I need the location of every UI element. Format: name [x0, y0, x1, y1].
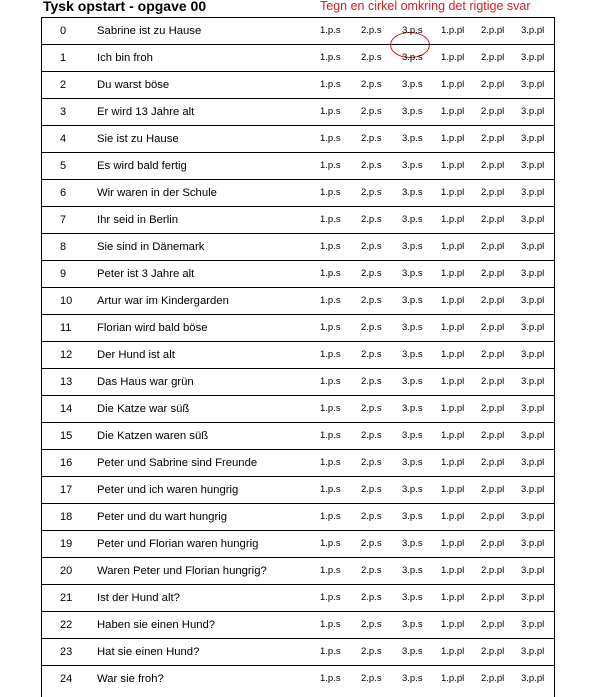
- answer-option[interactable]: 1.p.s: [320, 349, 341, 360]
- answer-option[interactable]: 1.p.s: [320, 619, 341, 630]
- answer-option[interactable]: 3.p.s: [402, 268, 423, 279]
- answer-option[interactable]: 3.p.s: [402, 673, 423, 684]
- row-number: 4: [60, 133, 67, 145]
- answer-option[interactable]: 2.p.s: [361, 673, 382, 684]
- page-title: Tysk opstart - opgave 00: [43, 0, 207, 14]
- row-number: 15: [60, 430, 73, 442]
- table-row: [42, 179, 554, 206]
- row-sentence: Peter und ich waren hungrig: [97, 484, 239, 496]
- answer-option[interactable]: 1.p.pl: [441, 214, 465, 225]
- answer-option[interactable]: 1.p.pl: [441, 592, 465, 603]
- row-sentence: Florian wird bald böse: [97, 322, 208, 334]
- answer-option[interactable]: 3.p.pl: [521, 457, 545, 468]
- table-row: [42, 611, 554, 638]
- answer-option[interactable]: 1.p.pl: [441, 349, 465, 360]
- table-row: [42, 260, 554, 287]
- answer-option[interactable]: 2.p.s: [361, 376, 382, 387]
- table-row: [42, 17, 554, 44]
- answer-option[interactable]: 2.p.pl: [481, 322, 505, 333]
- answer-option[interactable]: 3.p.s: [402, 79, 423, 90]
- answer-option[interactable]: 3.p.pl: [521, 25, 545, 36]
- table-row: [42, 584, 554, 611]
- row-number: 7: [60, 214, 67, 226]
- answer-option[interactable]: 1.p.s: [320, 322, 341, 333]
- answer-option[interactable]: 2.p.pl: [481, 565, 505, 576]
- answer-option[interactable]: 1.p.pl: [441, 133, 465, 144]
- answer-option[interactable]: 3.p.pl: [521, 619, 545, 630]
- answer-option[interactable]: 3.p.pl: [521, 376, 545, 387]
- table-row: [42, 638, 554, 665]
- answer-option[interactable]: 3.p.pl: [521, 403, 545, 414]
- answer-option[interactable]: 3.p.s: [402, 295, 423, 306]
- answer-option[interactable]: 1.p.pl: [441, 484, 465, 495]
- row-number: 23: [60, 646, 73, 658]
- answer-option[interactable]: 3.p.pl: [521, 673, 545, 684]
- answer-option[interactable]: 2.p.pl: [481, 187, 505, 198]
- table-row: [42, 368, 554, 395]
- answer-option[interactable]: 3.p.pl: [521, 187, 545, 198]
- answer-option[interactable]: 1.p.s: [320, 133, 341, 144]
- answer-option[interactable]: 2.p.s: [361, 430, 382, 441]
- answer-option[interactable]: 3.p.pl: [521, 322, 545, 333]
- row-number: 22: [60, 619, 73, 631]
- table-row: [42, 503, 554, 530]
- row-number: 0: [60, 25, 67, 37]
- answer-option[interactable]: 3.p.pl: [521, 511, 545, 522]
- answer-option[interactable]: 1.p.s: [320, 268, 341, 279]
- table-row: [42, 422, 554, 449]
- answer-option[interactable]: 2.p.pl: [481, 403, 505, 414]
- table-row: [42, 152, 554, 179]
- answer-option[interactable]: 1.p.pl: [441, 376, 465, 387]
- answer-option[interactable]: 3.p.s: [402, 376, 423, 387]
- row-number: 2: [60, 79, 67, 91]
- answer-option[interactable]: 2.p.pl: [481, 106, 505, 117]
- row-number: 5: [60, 160, 67, 172]
- answer-option[interactable]: 3.p.s: [402, 538, 423, 549]
- answer-option[interactable]: 1.p.pl: [441, 160, 465, 171]
- row-sentence: Das Haus war grün: [97, 376, 194, 388]
- answer-option[interactable]: 2.p.pl: [481, 52, 505, 63]
- row-number: 16: [60, 457, 73, 469]
- answer-option[interactable]: 2.p.pl: [481, 376, 505, 387]
- answer-option[interactable]: 2.p.s: [361, 565, 382, 576]
- table-row: [42, 557, 554, 584]
- row-number: 11: [60, 322, 72, 334]
- answer-option[interactable]: 3.p.s: [402, 646, 423, 657]
- answer-option[interactable]: 3.p.s: [402, 160, 423, 171]
- answer-option[interactable]: 1.p.s: [320, 457, 341, 468]
- row-number: 20: [60, 565, 73, 577]
- answer-option[interactable]: 3.p.pl: [521, 160, 545, 171]
- answer-option[interactable]: 3.p.s: [402, 106, 423, 117]
- row-number: 12: [60, 349, 73, 361]
- row-sentence: Sie ist zu Hause: [97, 133, 179, 145]
- row-sentence: Sie sind in Dänemark: [97, 241, 205, 253]
- table-row: [42, 449, 554, 476]
- answer-option[interactable]: 2.p.s: [361, 214, 382, 225]
- answer-option[interactable]: 3.p.s: [402, 322, 423, 333]
- answer-option[interactable]: 2.p.pl: [481, 619, 505, 630]
- row-sentence: Ich bin froh: [97, 52, 153, 64]
- row-number: 18: [60, 511, 73, 523]
- table-row: [42, 233, 554, 260]
- answer-option[interactable]: 3.p.s: [402, 484, 423, 495]
- table-row: [42, 206, 554, 233]
- answer-option[interactable]: 3.p.s: [402, 403, 423, 414]
- answer-option[interactable]: 1.p.s: [320, 52, 341, 63]
- table-row: [42, 476, 554, 503]
- table-row: [42, 665, 554, 692]
- answer-option[interactable]: 3.p.pl: [521, 646, 545, 657]
- answer-option[interactable]: 3.p.s: [402, 592, 423, 603]
- row-sentence: Der Hund ist alt: [97, 349, 175, 361]
- answer-option[interactable]: 2.p.pl: [481, 349, 505, 360]
- answer-option[interactable]: 3.p.s: [402, 430, 423, 441]
- answer-option[interactable]: 3.p.pl: [521, 565, 545, 576]
- row-number: 10: [60, 295, 73, 307]
- answer-option[interactable]: 1.p.s: [320, 187, 341, 198]
- answer-option[interactable]: 1.p.s: [320, 484, 341, 495]
- row-sentence: Hat sie einen Hund?: [97, 646, 200, 658]
- answer-option[interactable]: 3.p.pl: [521, 79, 545, 90]
- table-row: [42, 71, 554, 98]
- answer-option[interactable]: 1.p.s: [320, 106, 341, 117]
- answer-option[interactable]: 1.p.s: [320, 403, 341, 414]
- answer-option[interactable]: 1.p.pl: [441, 295, 465, 306]
- row-sentence: Wir waren in der Schule: [97, 187, 217, 199]
- row-sentence: Waren Peter und Florian hungrig?: [97, 565, 267, 577]
- answer-option[interactable]: 1.p.s: [320, 673, 341, 684]
- answer-option[interactable]: 2.p.pl: [481, 511, 505, 522]
- row-sentence: Er wird 13 Jahre alt: [97, 106, 195, 118]
- answer-option[interactable]: 2.p.s: [361, 403, 382, 414]
- row-sentence: Peter und Sabrine sind Freunde: [97, 457, 258, 469]
- answer-option[interactable]: 1.p.s: [320, 430, 341, 441]
- answer-option[interactable]: 3.p.pl: [521, 268, 545, 279]
- answer-option[interactable]: 3.p.s: [402, 457, 423, 468]
- row-sentence: Peter ist 3 Jahre alt: [97, 268, 195, 280]
- answer-option[interactable]: 2.p.s: [361, 268, 382, 279]
- answer-option[interactable]: 1.p.pl: [441, 52, 465, 63]
- row-sentence: Haben sie einen Hund?: [97, 619, 216, 631]
- answer-option[interactable]: 2.p.s: [361, 592, 382, 603]
- answer-option[interactable]: 2.p.s: [361, 484, 382, 495]
- row-number: 24: [60, 673, 73, 685]
- row-sentence: Du warst böse: [97, 79, 170, 91]
- table-row: [42, 395, 554, 422]
- answer-option[interactable]: 2.p.pl: [481, 673, 505, 684]
- answer-option[interactable]: 3.p.pl: [521, 538, 545, 549]
- answer-option[interactable]: 1.p.pl: [441, 511, 465, 522]
- row-number: 21: [60, 592, 73, 604]
- row-number: 8: [60, 241, 67, 253]
- answer-option[interactable]: 3.p.pl: [521, 241, 545, 252]
- answer-option[interactable]: 1.p.pl: [441, 673, 465, 684]
- answer-option[interactable]: 2.p.pl: [481, 241, 505, 252]
- instruction-text: Tegn en cirkel omkring det rigtige svar: [320, 0, 531, 13]
- answer-option[interactable]: 3.p.pl: [521, 295, 545, 306]
- answer-option[interactable]: 2.p.s: [361, 25, 382, 36]
- answer-option[interactable]: 2.p.pl: [481, 646, 505, 657]
- answer-option[interactable]: 1.p.pl: [441, 430, 465, 441]
- row-sentence: Peter und du wart hungrig: [97, 511, 227, 523]
- answer-option[interactable]: 2.p.s: [361, 457, 382, 468]
- row-number: 17: [60, 484, 73, 496]
- row-sentence: Ihr seid in Berlin: [97, 214, 178, 226]
- answer-option[interactable]: 1.p.s: [320, 214, 341, 225]
- answer-option[interactable]: 3.p.pl: [521, 592, 545, 603]
- answer-option[interactable]: 2.p.s: [361, 106, 382, 117]
- answer-option[interactable]: 2.p.s: [361, 349, 382, 360]
- answer-option[interactable]: 1.p.pl: [441, 619, 465, 630]
- answer-option[interactable]: 3.p.pl: [521, 52, 545, 63]
- row-sentence: War sie froh?: [97, 673, 164, 685]
- answer-option[interactable]: 2.p.pl: [481, 160, 505, 171]
- answer-option[interactable]: 3.p.s: [402, 25, 423, 36]
- answer-option[interactable]: 3.p.pl: [521, 106, 545, 117]
- answer-option[interactable]: 1.p.s: [320, 565, 341, 576]
- answer-option[interactable]: 2.p.s: [361, 538, 382, 549]
- answer-option[interactable]: 1.p.pl: [441, 565, 465, 576]
- row-number: 13: [60, 376, 73, 388]
- answer-option[interactable]: 1.p.pl: [441, 322, 465, 333]
- row-number: 1: [60, 52, 67, 64]
- answer-option[interactable]: 1.p.pl: [441, 538, 465, 549]
- answer-option[interactable]: 2.p.pl: [481, 295, 505, 306]
- answer-option[interactable]: 2.p.pl: [481, 79, 505, 90]
- answer-option[interactable]: 3.p.s: [402, 133, 423, 144]
- answer-option[interactable]: 1.p.s: [320, 241, 341, 252]
- answer-option[interactable]: 2.p.s: [361, 52, 382, 63]
- row-number: 14: [60, 403, 73, 415]
- answer-option[interactable]: 1.p.pl: [441, 79, 465, 90]
- row-number: 3: [60, 106, 67, 118]
- answer-option[interactable]: 1.p.s: [320, 79, 341, 90]
- answer-option[interactable]: 2.p.s: [361, 241, 382, 252]
- row-sentence: Die Katzen waren süß: [97, 430, 209, 442]
- answer-option[interactable]: 2.p.pl: [481, 538, 505, 549]
- answer-option[interactable]: 2.p.s: [361, 619, 382, 630]
- table-row: [42, 314, 554, 341]
- answer-option[interactable]: 2.p.s: [361, 79, 382, 90]
- answer-option[interactable]: 3.p.s: [402, 511, 423, 522]
- answer-option[interactable]: 2.p.s: [361, 295, 382, 306]
- answer-option[interactable]: 2.p.pl: [481, 25, 505, 36]
- answer-option[interactable]: 2.p.pl: [481, 133, 505, 144]
- row-sentence: Die Katze war süß: [97, 403, 190, 415]
- answer-option[interactable]: 1.p.s: [320, 160, 341, 171]
- answer-option[interactable]: 1.p.s: [320, 295, 341, 306]
- answer-option[interactable]: 3.p.s: [402, 214, 423, 225]
- answer-option[interactable]: 2.p.pl: [481, 268, 505, 279]
- row-sentence: Peter und Florian waren hungrig: [97, 538, 259, 550]
- answer-option[interactable]: 1.p.s: [320, 592, 341, 603]
- answer-option[interactable]: 3.p.s: [402, 565, 423, 576]
- table-row: [42, 125, 554, 152]
- answer-option[interactable]: 1.p.pl: [441, 268, 465, 279]
- answer-option[interactable]: 1.p.pl: [441, 25, 465, 36]
- row-sentence: Artur war im Kindergarden: [97, 295, 229, 307]
- answer-option[interactable]: 3.p.s: [402, 241, 423, 252]
- answer-option[interactable]: 2.p.pl: [481, 430, 505, 441]
- answer-option[interactable]: 2.p.pl: [481, 457, 505, 468]
- row-number: 19: [60, 538, 73, 550]
- answer-option[interactable]: 3.p.pl: [521, 133, 545, 144]
- answer-option[interactable]: 2.p.pl: [481, 214, 505, 225]
- answer-option[interactable]: 3.p.s: [402, 52, 423, 63]
- answer-option[interactable]: 1.p.s: [320, 646, 341, 657]
- answer-option[interactable]: 3.p.pl: [521, 430, 545, 441]
- answer-option[interactable]: 2.p.s: [361, 160, 382, 171]
- row-number: 9: [60, 268, 67, 280]
- answer-option[interactable]: 3.p.s: [402, 619, 423, 630]
- answer-option[interactable]: 3.p.s: [402, 349, 423, 360]
- answer-option[interactable]: 1.p.s: [320, 511, 341, 522]
- answer-option[interactable]: 2.p.s: [361, 322, 382, 333]
- answer-option[interactable]: 1.p.pl: [441, 106, 465, 117]
- answer-option[interactable]: 1.p.s: [320, 25, 341, 36]
- answer-option[interactable]: 2.p.pl: [481, 592, 505, 603]
- exercise-table: [41, 17, 555, 697]
- answer-option[interactable]: 1.p.pl: [441, 403, 465, 414]
- table-row: [42, 341, 554, 368]
- answer-option[interactable]: 1.p.s: [320, 376, 341, 387]
- answer-option[interactable]: 1.p.pl: [441, 646, 465, 657]
- answer-option[interactable]: 1.p.pl: [441, 241, 465, 252]
- answer-option[interactable]: 1.p.pl: [441, 457, 465, 468]
- row-sentence: Ist der Hund alt?: [97, 592, 180, 604]
- answer-option[interactable]: 3.p.pl: [521, 484, 545, 495]
- answer-option[interactable]: 3.p.pl: [521, 349, 545, 360]
- table-row: [42, 98, 554, 125]
- answer-option[interactable]: 2.p.s: [361, 187, 382, 198]
- answer-option[interactable]: 1.p.s: [320, 538, 341, 549]
- answer-option[interactable]: 3.p.s: [402, 187, 423, 198]
- answer-option[interactable]: 2.p.s: [361, 133, 382, 144]
- table-row: [42, 287, 554, 314]
- answer-option[interactable]: 1.p.pl: [441, 187, 465, 198]
- answer-option[interactable]: 2.p.s: [361, 646, 382, 657]
- table-row: [42, 530, 554, 557]
- row-sentence: Es wird bald fertig: [97, 160, 187, 172]
- answer-option[interactable]: 2.p.s: [361, 511, 382, 522]
- row-number: 6: [60, 187, 67, 199]
- answer-option[interactable]: 3.p.pl: [521, 214, 545, 225]
- table-row: [42, 44, 554, 71]
- row-sentence: Sabrine ist zu Hause: [97, 25, 202, 37]
- answer-option[interactable]: 2.p.pl: [481, 484, 505, 495]
